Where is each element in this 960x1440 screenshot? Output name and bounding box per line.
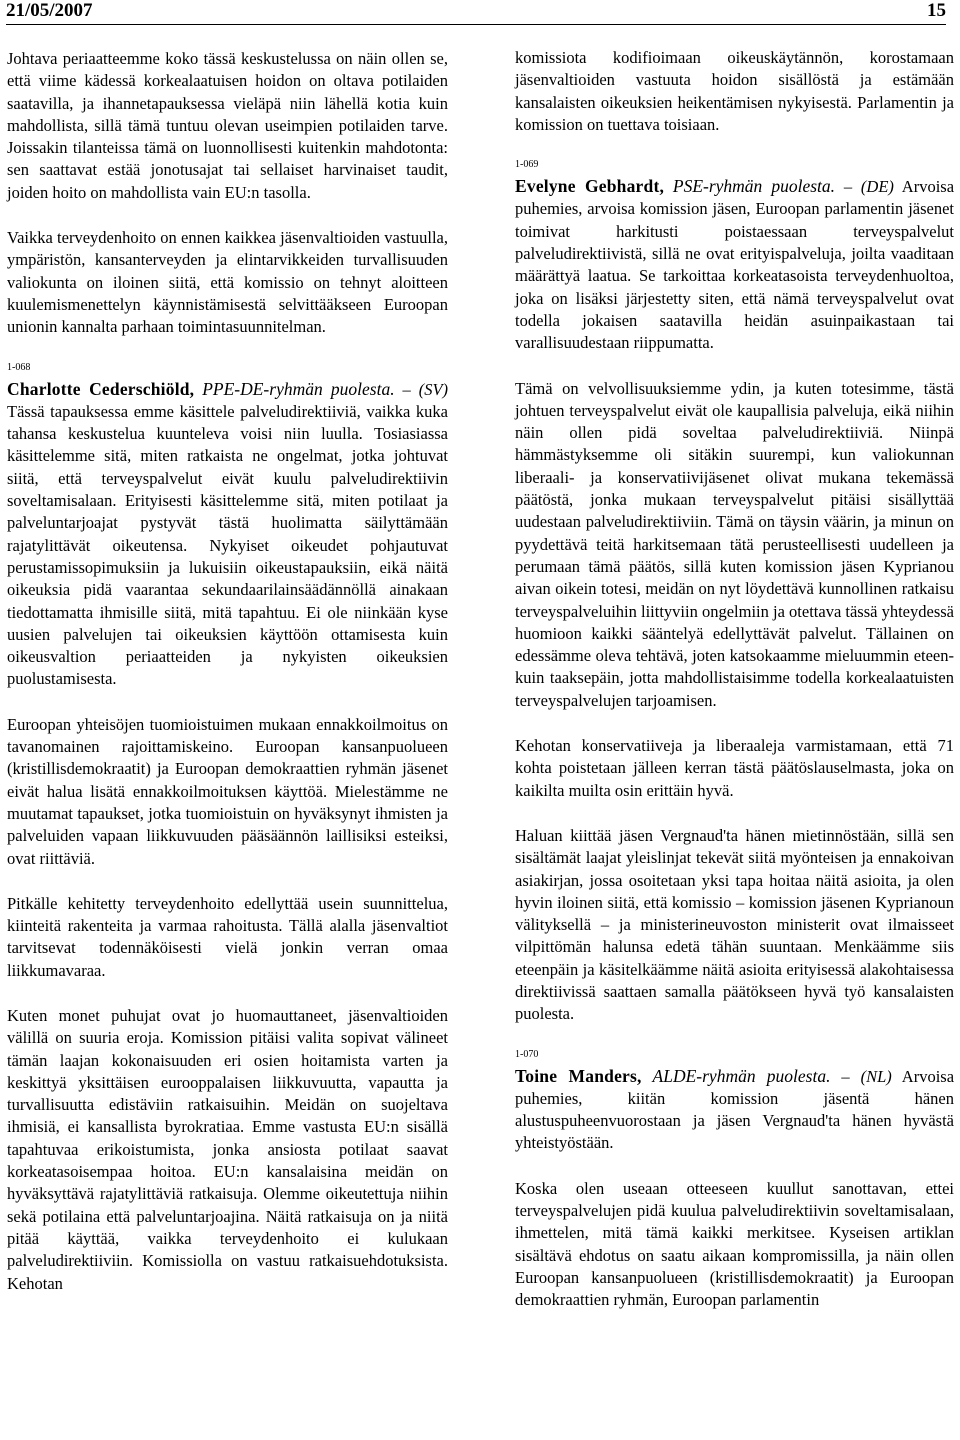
political-group: PSE-ryhmän puolesta.: [672, 176, 836, 197]
item-reference: 1-070: [515, 1048, 539, 1060]
political-group: ALDE-ryhmän puolesta.: [652, 1065, 831, 1086]
paragraph: Koska olen useaan otteeseen kuullut sanottavan, ettei terveyspalvelujen pidä kuulua palveludirektiivin soveltamisalaan, ihmettelen, mitä tämä kaikki merkitsee. Kyseisen artiklan sisältävä ehdotus on saatu aikaan kompromissilla, ja näin ollen Euroopan kansanpuolueen (kristillisdemokraatit) ja Euroopan demokraattien ryhmän, Euroopan parlamentin: [515, 1178, 954, 1310]
paragraph: Kuten monet puhujat ovat jo huomauttaneet, jäsenvaltioiden välillä on suuria eroja. Komission pitäisi valita sopivat välineet tämän laajan kokonaisuuden eri osien hoitamista varten ja keskittyä yksittäisen eurooppalaisen liikkuvuutta, vapautta ja turvallisuutta edistäviin ratkaisuihin. Meidän on suojeltava ihmisiä, ei kansallista byrokratiaa. Emme vastusta EU:n sisällä tapahtuvaa erikoistumista, jonka ansiosta potilaat saavat korkeatasoisempaa hoitoa. EU:n kansalaisina meidän on hyväksyttävä rajatylittäviä ratkaisuja. Olemme oikeutettuja niihin sekä potilaina että palveluntarjoajina. Näitä ratkaisuja on ja niitä pitää käyttää, vaikka terveydenhoito ei kulukaan palveludirektiiviin. Komissiolla on vastuu ratkaisuehdotuksista. Kehotan: [7, 1005, 448, 1293]
language-code: (DE): [860, 177, 894, 197]
page-header: [6, 0, 946, 25]
header-date: 21/05/2007: [6, 0, 93, 21]
paragraph: Johtava periaatteemme koko tässä keskustelussa on näin ollen se, että viime kädessä korkealaatuisen hoidon on oltava potilaiden saatavilla, ja ihannetapauksessa vieläpä niin lähellä kotia kuin mahdollista, sillä tämä tuntuu olevan useimpien potilaiden tarve. Joissakin tilanteissa tämä on luonnollisesti kuitenkin mahdotonta: sen saattavat estää jonotusajat tai sellaiset harvinaiset taudit, joiden hoito on mahdollista vain EU:n tasolla.: [7, 49, 448, 202]
right-column: [515, 47, 954, 1335]
paragraph: Kehotan konservatiiveja ja liberaaleja varmistamaan, että 71 kohta poistetaan jälleen kerran tästä päätöslauselmasta, joka on kaikilta muilta osin erittäin hyvä.: [515, 736, 954, 800]
language-code: (NL): [860, 1066, 892, 1086]
left-column: [7, 48, 448, 1318]
speech-text: Arvoisa puhemies, kiitän komission jäsentä hänen alustuspuheenvuorostaan ja jäsen Vergnaud'ta hänen hyvästä yhteistyöstään.: [515, 1066, 955, 1153]
language-code: (SV): [418, 379, 449, 399]
speaker-name: Charlotte Cederschiöld,: [7, 378, 195, 399]
speaker-dash: –: [402, 379, 411, 399]
paragraph: Pitkälle kehitetty terveydenhoito edellyttää usein suunnittelua, kiinteitä rakenteita ja varmaa rahoitusta. Tällä alalla jäsenvaltiot tarvitsevat todennäköisesti vielä jonkin verran omaa liikkumavaraa.: [7, 893, 448, 980]
speaker-name: Evelyne Gebhardt,: [515, 176, 665, 197]
speech-paragraph: [515, 1065, 954, 1155]
speech-paragraph: [515, 175, 954, 354]
paragraph: komissiota kodifioimaan oikeuskäytännön, korostamaan jäsenvaltioiden vastuuta hoidon sisällöstä ja estämään kansalaisten oikeuksien heikentämisen nykyisestä. Parlamentin ja komission on tuettava toisiaan.: [515, 48, 954, 134]
speaker-dash: –: [841, 1066, 850, 1086]
speech-paragraph: [7, 378, 448, 691]
paragraph: Vaikka terveydenhoito on ennen kaikkea jäsenvaltioiden vastuulla, ympäristön, kansanterveyden ja elintarvikkeiden turvallisuuden valiokunta on iloinen siitä, että komissio on tehnyt aloitteen kuulemismenettelyn käynnistämisestä selvittääkseen Euroopan unionin kannalta parhaan toimintasuunnitelman.: [7, 228, 448, 337]
item-reference: 1-069: [515, 159, 539, 171]
speaker-name: Toine Manders,: [515, 1065, 642, 1086]
item-reference: 1-068: [7, 361, 31, 373]
political-group: PPE-DE-ryhmän puolesta.: [202, 378, 395, 399]
paragraph: Haluan kiittää jäsen Vergnaud'ta hänen mietinnöstään, sillä sen sisältämät laajat yleislinjat tekevät siitä myönteisen ja ennakoivan asiakirjan, jossa osoitetaan yksi tapa hoitaa näitä asioita, ja olen hyvin iloinen siitä, että komissio – komission jäsenen Kyprianoun välityksellä – ja ministerineuvoston ministerit ovat ilmaisseet vilpittömän halunsa edetä tähän suuntaan. Menkäämme siis eteenpäin ja käsitelkäämme näitä asioita erityisessä alakohtaisessa direktiivissä saattaen samalla päätökseen hyvä työ kansalaisten puolesta.: [515, 825, 954, 1024]
header-page-number: 15: [927, 0, 946, 21]
speech-text: Tässä tapauksessa emme käsittele palveludirektiiviä, vaikka kuka tahansa keskustelua kuunteleva voisi niin luulla. Tosiasiassa käsittelemme sitä, miten ratkaista ne ongelmat, jotka johtuvat siitä, että terveyspalvelut eivät kuulu palveludirektiivin soveltamisalaan. Erityisesti käsittelemme sitä, miten potilaat ja palveluntarjoajat pystyvät tästä huolimatta säilyttämään rajatylittävät oikeutensa. Nykyiset oikeudet pohjautuvat perustamissopimuksiin ja lukuisiin oikeustapauksiin, eikä näitä oikeuksia pidä vaarantaa sekundaarilainsäädännöllä ainakaan tiedottamatta ihmisille siitä, mitä tapahtuu. Ei ole niinkään kyse uusien palvelujen tai oikeuksien käyttöön ottamisesta kuin oikeusvaltion periaatteiden ja nykyisten oikeuksien puolustamisesta.: [7, 401, 448, 689]
speech-text: Arvoisa puhemies, arvoisa komission jäsen, Euroopan parlamentin jäsenet toimivat harkitusti poistaessaan terveyspalvelut palveludirektiivistä, sillä ne ovat erityispalveluja, joilta vaaditaan määrättyä laatua. Se tarkoittaa korkeatasoista terveydenhuoltoa, joka on lisäksi järjestetty siten, että nämä terveyspalvelut ovat todella jokaisen saatavilla heidän asuinpaikastaan tai varallisuudestaan riippumatta.: [515, 177, 955, 353]
paragraph: Tämä on velvollisuuksiemme ydin, ja kuten totesimme, tästä johtuen terveyspalvelut eivät ole kaupallisia palveluja, eikä niihin näin ollen pidä soveltaa palveludirektiiviä. Niinpä hämmästyksemme oli sitäkin suurempi, kun valiokunnan liberaali- ja konservatiivijäsenet olivat mukana tekemässä päätöstä, jonka mukaan terveyspalvelut pitäisi sisällyttää uudestaan palveludirektiiviin. Tämä on täysin väärin, ja minun on pyydettävä teitä harkitsemaan tätä perusteellisesti uudelleen ja perumaan tämä päätös, sillä kuten komission jäsen Kyprianou aivan oikein totesi, meidän on nyt löydettävä kunnollinen ratkaisu terveyspalveluihin liittyviin ongelmiin ja otettava tässä yhteydessä huomioon kaikki sääntelyä edellyttävät palvelut. Tällainen on edessämme oleva tehtävä, joten katsokaamme mieluummin eteen- kuin taaksepäin, jotta mahdollistaisimme todella korkealaatuisten terveyspalvelujen tarjoamisen.: [515, 378, 954, 710]
paragraph: Euroopan yhteisöjen tuomioistuimen mukaan ennakkoilmoitus on tavanomainen rajoittamiskeino. Euroopan kansanpuolueen (kristillisdemokraatit) ja Euroopan demokraattien ryhmän jäsenet eivät halua lisätä ennakkoilmoituksen käyttöä. Mielestämme ne muutamat tapaukset, jotka tuomioistuin on hyväksynyt ihmisten ja palveluiden vapaan liikkuvuuden pääsäännön laillisiksi esteiksi, ovat riittäviä.: [7, 714, 448, 868]
speaker-dash: –: [843, 177, 853, 197]
